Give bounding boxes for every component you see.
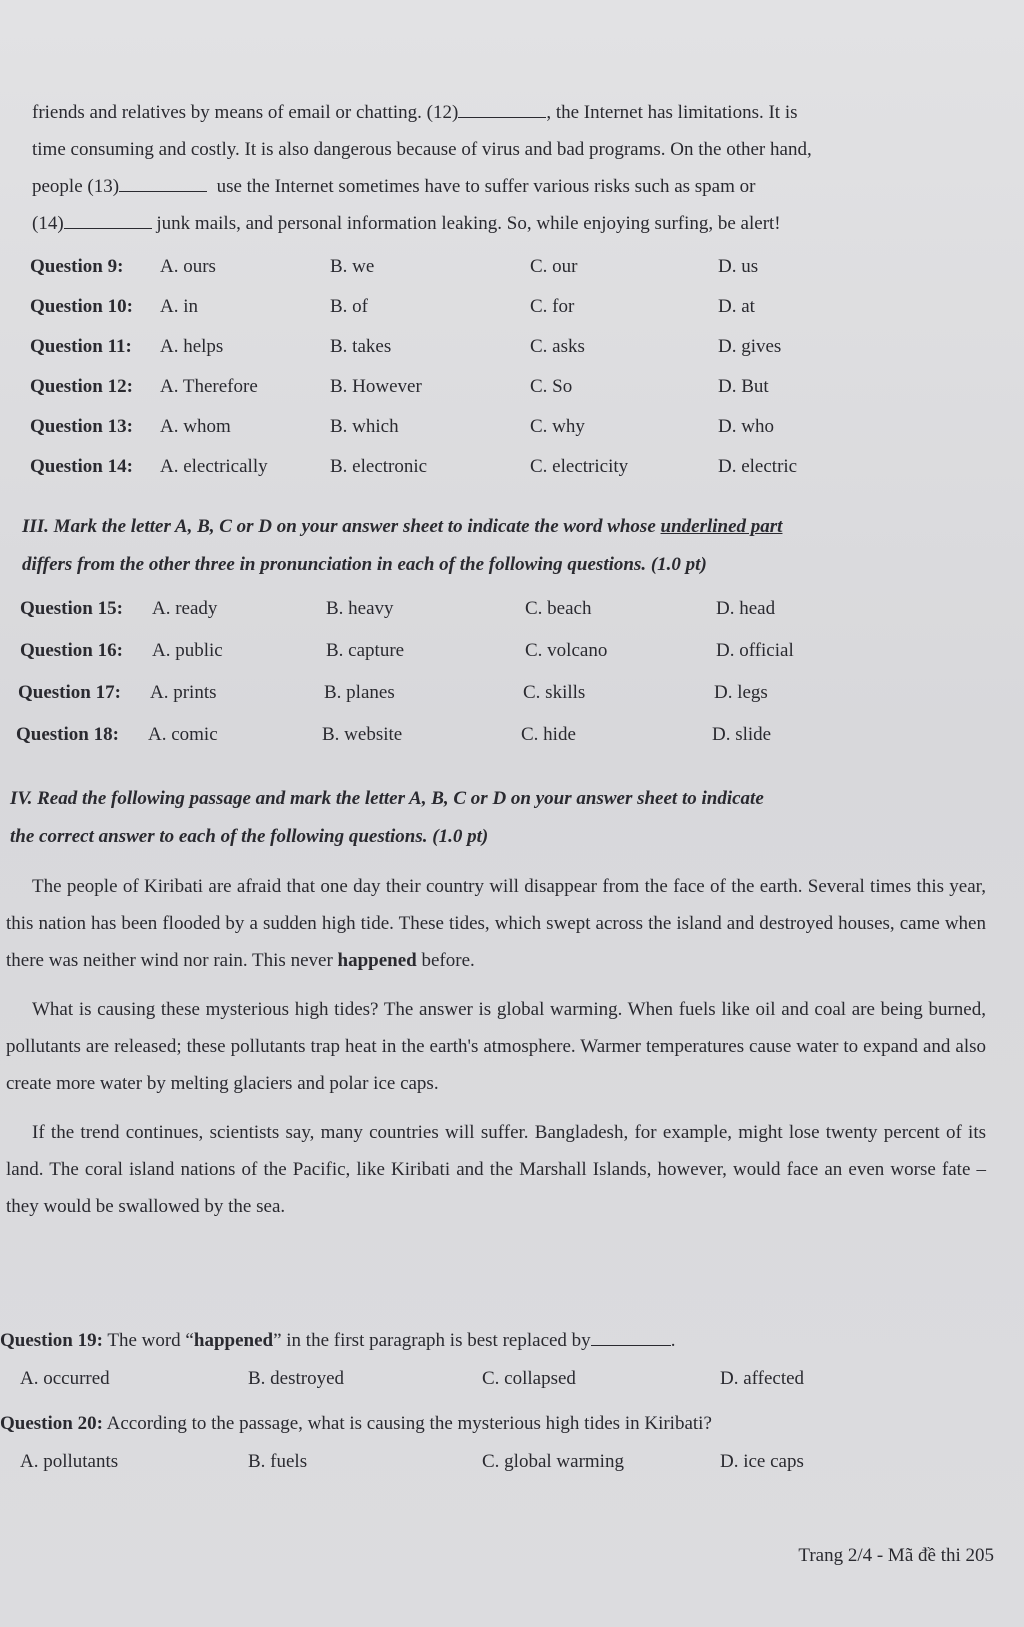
option-a: A. whom	[160, 416, 231, 437]
page-footer: Trang 2/4 - Mã đề thi 205	[798, 1545, 994, 1566]
option-d: D. affected	[720, 1368, 805, 1389]
option-b: B. which	[330, 416, 399, 437]
question-label: Question 14:	[30, 456, 133, 477]
blank-14	[64, 214, 152, 229]
option-c: C. beach	[525, 598, 592, 619]
option-a: A. helps	[160, 336, 224, 357]
option-a: A. comic	[148, 724, 218, 745]
question-12	[30, 376, 930, 406]
option-d: D. electric	[718, 456, 798, 477]
option-d: D. who	[718, 416, 774, 437]
question-label: Question 15:	[20, 598, 123, 619]
option-b: B. heavy	[326, 598, 394, 619]
intro-line-2: time consuming and costly. It is also dangerous because of virus and bad programs. On the other hand,	[32, 139, 812, 160]
option-a: A. electrically	[160, 456, 268, 477]
reading-passage	[6, 868, 986, 1225]
blank-13	[119, 177, 207, 192]
question-20-stem: Question 20: According to the passage, what is causing the mysterious high tides in Kiribati?	[0, 1413, 712, 1434]
blank-12	[458, 103, 546, 118]
option-a: A. ready	[152, 598, 218, 619]
question-13	[30, 416, 930, 446]
option-c: C. So	[530, 376, 573, 397]
option-d: D. official	[716, 640, 794, 661]
option-d: D. But	[718, 376, 769, 397]
option-c: C. collapsed	[482, 1368, 576, 1389]
passage-paragraph-1: The people of Kiribati are afraid that one day their country will disappear from the face of the earth. Several times this year, this nation has been flooded by a sudden high tide. These tides, which swept across the island and destroyed houses, came when there was neither wind nor rain. This never happened before.	[6, 876, 986, 971]
option-a: A. ours	[160, 256, 216, 277]
question-20	[0, 1413, 1000, 1472]
passage-paragraph-3: If the trend continues, scientists say, many countries will suffer. Bangladesh, for example, might lose twenty percent of its land. The coral island nations of the Pacific, like Kiribati and the Marshall Islands, however, would face an even worse fate – they would be swallowed by the sea.	[6, 1122, 986, 1217]
question-18	[16, 724, 916, 754]
question-10	[30, 296, 930, 326]
option-b: B. we	[330, 256, 375, 277]
option-b: B. of	[330, 296, 368, 317]
section-4-heading: IV. Read the following passage and mark the letter A, B, C or D on your answer sheet to indicate the correct answer to each of the following questions. (1.0 pt)	[10, 788, 764, 847]
option-d: D. head	[716, 598, 776, 619]
question-9	[30, 256, 930, 286]
option-c: C. for	[530, 296, 575, 317]
option-a: A. public	[152, 640, 223, 661]
question-15	[20, 598, 920, 628]
option-a: A. prints	[150, 682, 217, 703]
option-c: C. electricity	[530, 456, 629, 477]
question-19	[0, 1330, 1000, 1389]
blank-19	[591, 1331, 671, 1346]
option-a: A. occurred	[20, 1368, 110, 1389]
question-20-options	[20, 1451, 920, 1481]
question-label: Question 16:	[20, 640, 123, 661]
option-d: D. slide	[712, 724, 772, 745]
option-c: C. hide	[521, 724, 576, 745]
option-c: C. skills	[523, 682, 586, 703]
intro-line-3: people (13) use the Internet sometimes have to suffer various risks such as spam or	[32, 176, 756, 197]
option-d: D. us	[718, 256, 759, 277]
option-b: B. planes	[324, 682, 395, 703]
section-3-heading: III. Mark the letter A, B, C or D on your answer sheet to indicate the word whose underlined part differs from the other three in pronunciation in each of the following questions. (1.0 pt)	[22, 516, 783, 575]
option-b: B. capture	[326, 640, 405, 661]
option-b: B. website	[322, 724, 403, 745]
intro-line-1: friends and relatives by means of email or chatting. (12) , the Internet has limitations. It is	[32, 102, 798, 123]
question-19-stem: Question 19: The word “happened” in the first paragraph is best replaced by .	[0, 1330, 676, 1351]
question-17	[18, 682, 918, 712]
option-d: D. at	[718, 296, 755, 317]
question-label: Question 9:	[30, 256, 124, 277]
option-b: B. takes	[330, 336, 392, 357]
option-d: D. legs	[714, 682, 768, 703]
option-c: C. volcano	[525, 640, 608, 661]
question-19-options	[20, 1368, 920, 1398]
intro-passage	[32, 94, 972, 242]
option-d: D. ice caps	[720, 1451, 804, 1472]
question-14	[30, 456, 930, 486]
question-label: Question 11:	[30, 336, 132, 357]
intro-line-4: (14) junk mails, and personal information leaking. So, while enjoying surfing, be alert!	[32, 213, 781, 234]
question-label: Question 17:	[18, 682, 121, 703]
question-label: Question 10:	[30, 296, 133, 317]
option-b: B. fuels	[248, 1451, 308, 1472]
option-c: C. our	[530, 256, 578, 277]
option-a: A. in	[160, 296, 198, 317]
option-d: D. gives	[718, 336, 782, 357]
option-b: B. However	[330, 376, 422, 397]
passage-paragraph-2: What is causing these mysterious high tides? The answer is global warming. When fuels like oil and coal are being burned, pollutants are released; these pollutants trap heat in the earth's atmosphere. Warmer temperatures cause water to expand and also create more water by melting glaciers and polar ice caps.	[6, 999, 986, 1094]
option-a: A. Therefore	[160, 376, 258, 397]
question-label: Question 13:	[30, 416, 133, 437]
question-11	[30, 336, 930, 366]
option-c: C. asks	[530, 336, 585, 357]
option-b: B. destroyed	[248, 1368, 345, 1389]
option-c: C. why	[530, 416, 585, 437]
option-b: B. electronic	[330, 456, 428, 477]
question-label: Question 12:	[30, 376, 133, 397]
question-label: Question 18:	[16, 724, 119, 745]
question-16	[20, 640, 920, 670]
option-a: A. pollutants	[20, 1451, 119, 1472]
option-c: C. global warming	[482, 1451, 624, 1472]
